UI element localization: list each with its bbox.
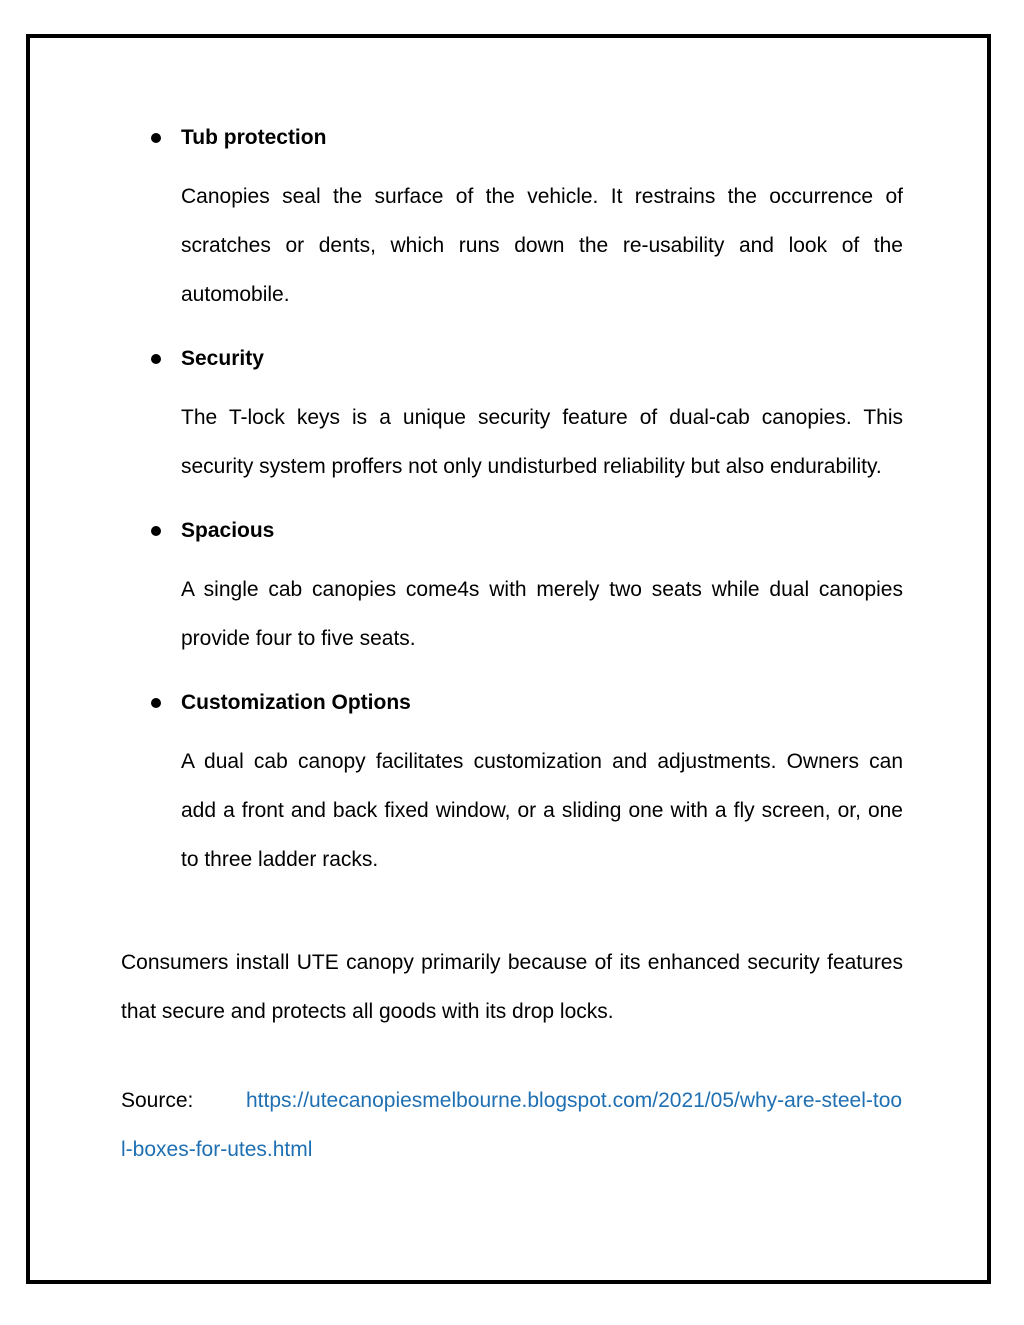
list-item-security <box>121 339 903 491</box>
bullet-paragraph: A single cab canopies come4s with merely two seats while dual canopies provide four to five seats. <box>181 578 903 650</box>
bullet-heading <box>121 683 903 723</box>
closing-paragraph: Consumers install UTE canopy primarily because of its enhanced security features that secure and protects all goods with its drop locks. <box>121 951 903 1023</box>
bullet-icon <box>151 526 161 536</box>
heading-text: Spacious <box>181 519 275 542</box>
bullet-paragraph: A dual cab canopy facilitates customization and adjustments. Owners can add a front and back fixed window, or a sliding one with a fly screen, or, one to three ladder racks. <box>181 750 903 871</box>
document-content <box>121 118 903 1174</box>
list-item-spacious <box>121 511 903 663</box>
source-label: Source: <box>121 1089 194 1112</box>
bullet-paragraph: The T-lock keys is a unique security feature of dual-cab canopies. This security system proffers not only undisturbed reliability but also endurability. <box>181 406 903 478</box>
heading-text: Customization Options <box>181 691 411 714</box>
list-item-customization-options <box>121 683 903 884</box>
bullet-heading <box>121 511 903 551</box>
bullet-heading <box>121 339 903 379</box>
bullet-icon <box>151 133 161 143</box>
source-line <box>121 1076 903 1174</box>
list-item-tub-protection <box>121 118 903 319</box>
heading-text: Tub protection <box>181 126 327 149</box>
bullet-icon <box>151 354 161 364</box>
bullet-heading <box>121 118 903 158</box>
bullet-paragraph: Canopies seal the surface of the vehicle. It restrains the occurrence of scratches or dents, which runs down the re-usability and look of the automobile. <box>181 185 903 306</box>
source-link[interactable]: https://utecanopiesmelbourne.blogspot.com/2021/05/why-are-steel-tool-boxes-for-utes.html <box>121 1089 903 1161</box>
heading-text: Security <box>181 347 264 370</box>
bullet-icon <box>151 698 161 708</box>
